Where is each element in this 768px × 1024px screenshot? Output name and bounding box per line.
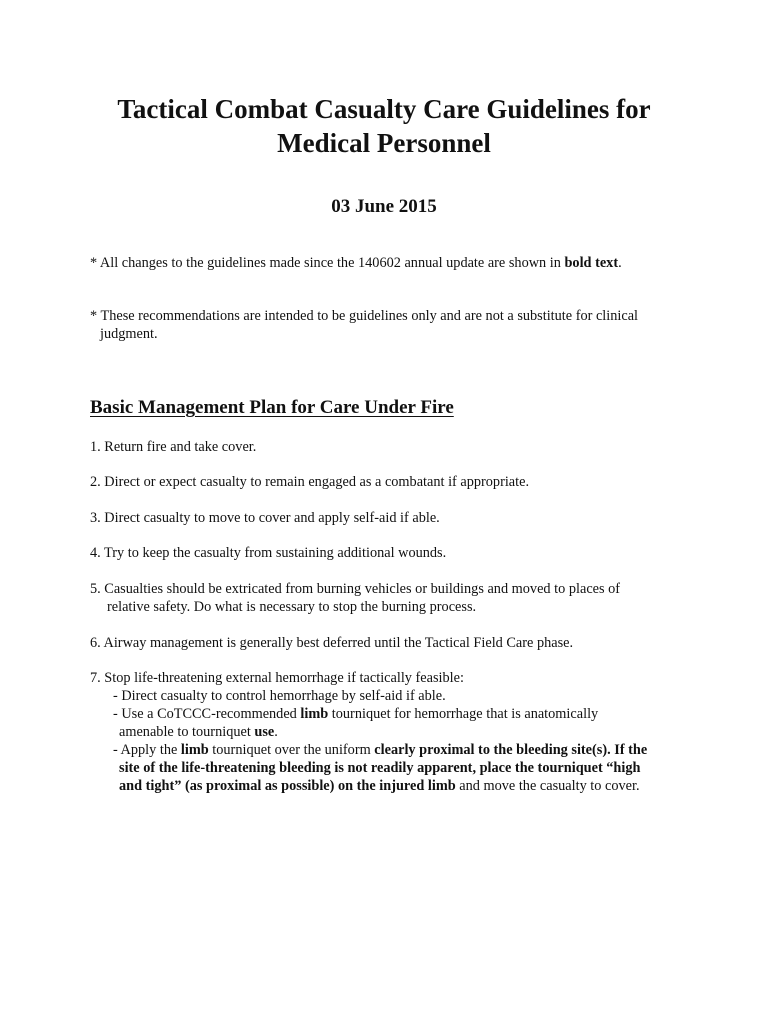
note-1-text: * All changes to the guidelines made since the 140602 annual update are shown in (90, 255, 565, 271)
list-item-continuation: relative safety. Do what is necessary to stop the burning process. (107, 599, 477, 615)
note-1-end: . (618, 255, 622, 271)
list-item: 7. Stop life-threatening external hemorrhage if tactically feasible: (90, 670, 464, 686)
sub-item-bold: and tight” (as proximal as possible) on the injured limb (119, 778, 456, 794)
document-title (0, 92, 768, 160)
title-line-2: Medical Personnel (277, 128, 491, 158)
sub-item-text: and move the casualty to cover. (455, 778, 640, 794)
list-item: 1. Return fire and take cover. (90, 439, 257, 455)
sub-item-text: amenable to tourniquet (119, 724, 255, 740)
sub-item-continuation (90, 759, 640, 777)
sub-item-bold: limb (180, 742, 209, 758)
sub-item-bold: limb (300, 706, 329, 722)
note-2-line-1: * These recommendations are intended to be guidelines only and are not a substitute for clinical (90, 308, 639, 324)
sub-item (90, 741, 647, 759)
note-disclaimer (90, 307, 690, 343)
list-item: 5. Casualties should be extricated from burning vehicles or buildings and moved to places of (90, 581, 621, 597)
sub-item-continuation (90, 723, 278, 741)
section-heading: Basic Management Plan for Care Under Fire (90, 397, 454, 418)
list-item: 2. Direct or expect casualty to remain engaged as a combatant if appropriate. (90, 474, 530, 490)
sub-item-bold: site of the life-threatening bleeding is not readily apparent, place the tourniquet “high (119, 760, 641, 776)
list-item: 6. Airway management is generally best deferred until the Tactical Field Care phase. (90, 635, 574, 651)
note-bold-changes (90, 254, 690, 272)
sub-item-text: tourniquet over the uniform (208, 742, 375, 758)
sub-item-continuation (90, 777, 640, 795)
sub-item-text: tourniquet for hemorrhage that is anatomically (328, 706, 599, 722)
sub-item-text: . (274, 724, 278, 740)
title-line-1: Tactical Combat Casualty Care Guidelines for (117, 94, 651, 124)
sub-item-bold: clearly proximal to the bleeding site(s). If the (374, 742, 648, 758)
sub-item: - Direct casualty to control hemorrhage by self-aid if able. (113, 688, 446, 704)
list-item: 4. Try to keep the casualty from sustaining additional wounds. (90, 545, 447, 561)
list-item: 3. Direct casualty to move to cover and apply self-aid if able. (90, 510, 440, 526)
sub-item-bold: use (254, 724, 275, 740)
sub-item-text: - Apply the (113, 742, 181, 758)
document-date: 03 June 2015 (331, 196, 437, 217)
note-1-bold: bold text (564, 255, 619, 271)
sub-item (90, 705, 598, 723)
sub-item-text: - Use a CoTCCC-recommended (113, 706, 301, 722)
note-2-line-2: judgment. (100, 326, 158, 342)
